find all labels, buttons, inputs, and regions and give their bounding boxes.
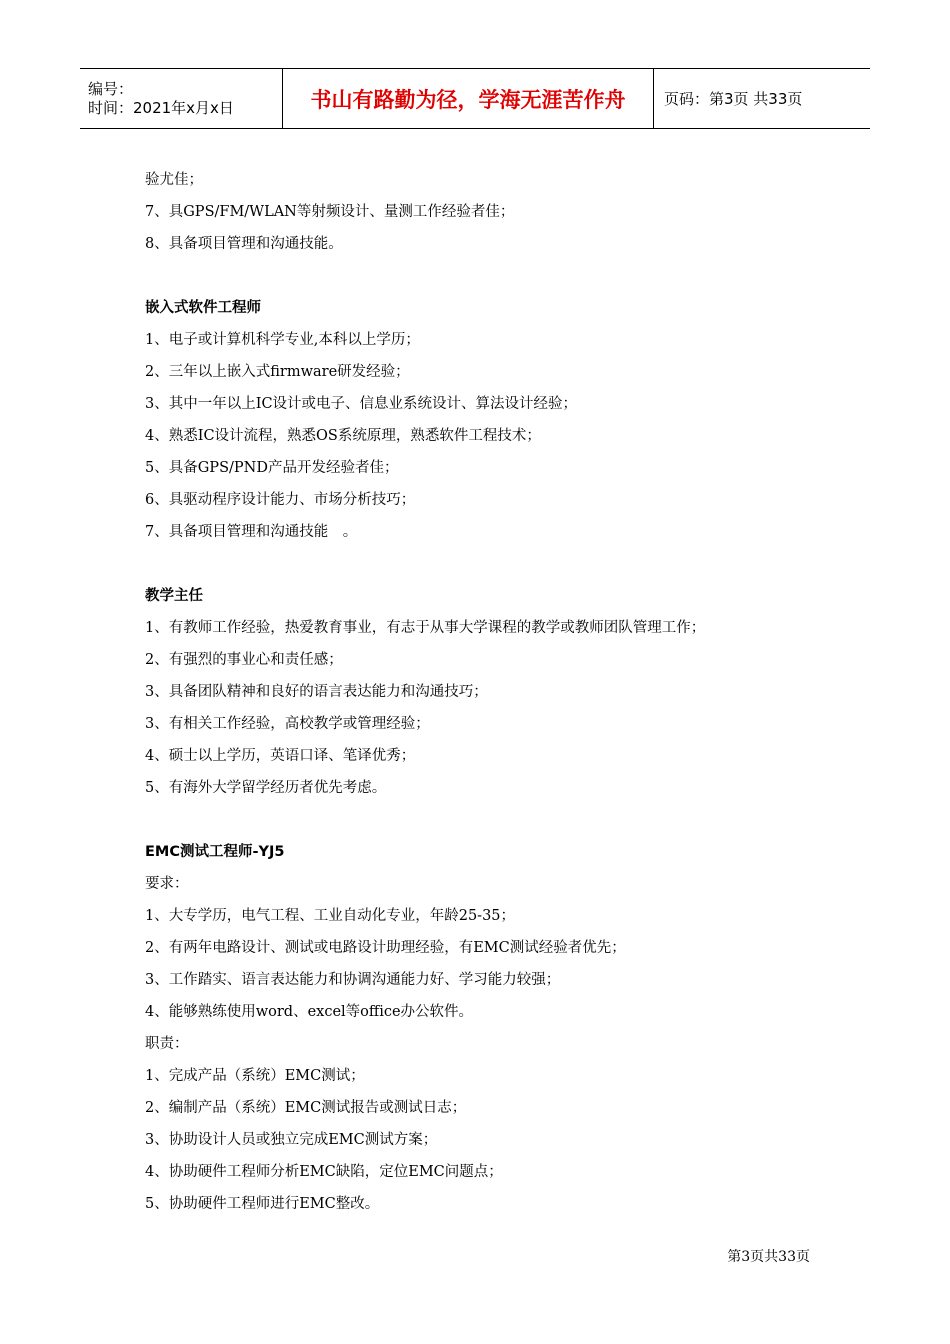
text-line: 4、能够熟练使用word、excel等office办公软件。 <box>145 1004 474 1020</box>
text-line: 2、编制产品（系统）EMC测试报告或测试日志； <box>145 1100 467 1116</box>
header-page-number: 页码：第3页 共33页 <box>664 90 803 108</box>
text-line: 3、协助设计人员或独立完成EMC测试方案； <box>145 1132 438 1148</box>
text-line: 2、有强烈的事业心和责任感； <box>145 652 343 668</box>
text-line: 7、具GPS/FM/WLAN等射频设计、量测工作经验者佳； <box>145 204 515 220</box>
text-line: 3、其中一年以上IC设计或电子、信息业系统设计、算法设计经验； <box>145 396 578 412</box>
text-line: 5、协助硬件工程师进行EMC整改。 <box>145 1196 380 1212</box>
text-line: 5、具备GPS/PND产品开发经验者佳； <box>145 460 399 476</box>
text-line: 2、三年以上嵌入式firmware研发经验； <box>145 364 410 380</box>
text-line: 要求： <box>145 876 189 892</box>
text-line: 3、具备团队精神和良好的语言表达能力和沟通技巧； <box>145 684 488 700</box>
text-line: 1、有教师工作经验，热爱教育事业，有志于从事大学课程的教学或教师团队管理工作； <box>145 620 706 636</box>
paragraph-gap <box>145 806 825 838</box>
text-line: 4、协助硬件工程师分析EMC缺陷，定位EMC问题点； <box>145 1164 503 1180</box>
document-time-label: 时间：2021年x月x日 <box>88 98 234 117</box>
section-heading: 教学主任 <box>145 588 203 604</box>
text-line: 8、具备项目管理和沟通技能。 <box>145 236 343 252</box>
text-line: 4、熟悉IC设计流程，熟悉OS系统原理，熟悉软件工程技术； <box>145 428 541 444</box>
section-heading: 嵌入式软件工程师 <box>145 300 261 316</box>
document-number-label: 编号： <box>88 79 134 98</box>
header-info <box>80 69 282 128</box>
text-line: 1、电子或计算机科学专业,本科以上学历； <box>145 332 420 348</box>
text-line: 6、具驱动程序设计能力、市场分析技巧； <box>145 492 416 508</box>
text-line: 5、有海外大学留学经历者优先考虑。 <box>145 780 387 796</box>
text-line: 1、大专学历，电气工程、工业自动化专业，年龄25-35； <box>145 908 516 924</box>
text-line: 验尤佳； <box>145 172 203 188</box>
text-line: 职责： <box>145 1036 189 1052</box>
text-line: 2、有两年电路设计、测试或电路设计助理经验，有EMC测试经验者优先； <box>145 940 626 956</box>
text-line: 3、有相关工作经验，高校教学或管理经验； <box>145 716 430 732</box>
header-page-info <box>654 69 870 128</box>
motto-text: 书山有路勤为径，学海无涯苦作舟 <box>310 87 626 112</box>
page-header <box>80 68 870 129</box>
page-footer <box>650 1246 810 1266</box>
section-heading: EMC测试工程师-YJ5 <box>145 844 285 860</box>
text-line: 1、完成产品（系统）EMC测试； <box>145 1068 365 1084</box>
paragraph-gap <box>145 550 825 582</box>
paragraph-gap <box>145 262 825 294</box>
document-body <box>145 166 825 1222</box>
text-line: 4、硕士以上学历，英语口译、笔译优秀； <box>145 748 416 764</box>
text-line: 3、工作踏实、语言表达能力和协调沟通能力好、学习能力较强； <box>145 972 561 988</box>
footer-page-number: 第3页共33页 <box>727 1249 810 1265</box>
header-motto <box>282 69 654 128</box>
text-line: 7、具备项目管理和沟通技能 。 <box>145 524 358 540</box>
